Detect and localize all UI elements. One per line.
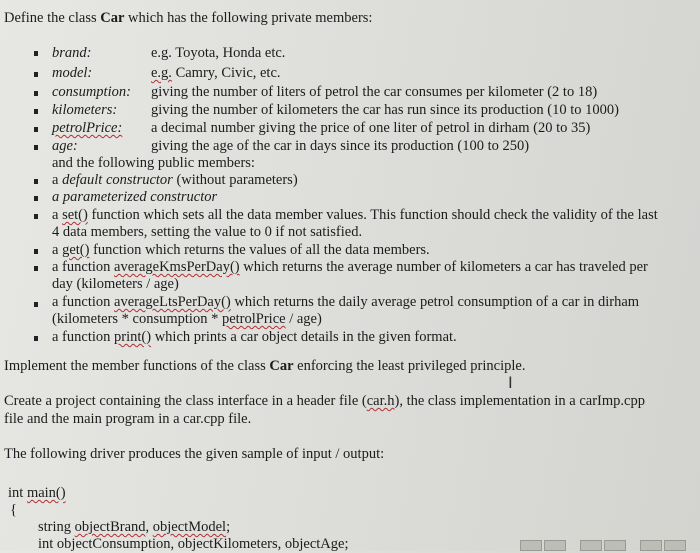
eg-abbrev: e.g. bbox=[151, 65, 172, 81]
fn-main: main() bbox=[26, 485, 66, 501]
bullet-icon bbox=[34, 302, 38, 307]
fn-averageltsperday: averageLtsPerDay() bbox=[114, 294, 231, 310]
implement-paragraph: Implement the member functions of the class Car enforcing the least privileged principle. bbox=[4, 358, 526, 374]
header-file-name: car.h bbox=[366, 393, 395, 409]
public-member-param-ctor: a parameterized constructor bbox=[52, 189, 218, 205]
fn-averagekmsperday: averageKmsPerDay() bbox=[114, 259, 240, 275]
bullet-icon bbox=[34, 145, 38, 150]
public-intro: and the following public members: bbox=[52, 155, 255, 171]
bullet-icon bbox=[34, 91, 38, 96]
intro-suffix: which has the following private members: bbox=[124, 10, 373, 26]
member-name-brand: brand: bbox=[52, 45, 92, 61]
public-member-set: a set() function which sets all the data member values. This function should check the validity of the last bbox=[52, 207, 658, 223]
toolbar-button[interactable] bbox=[640, 540, 662, 551]
member-desc-kilometers: giving the number of kilometers the car has run since its production (10 to 1000) bbox=[151, 102, 619, 118]
driver-text: The following driver produces the given sample of input / output: bbox=[4, 446, 385, 462]
bullet-icon bbox=[34, 336, 38, 341]
toolbar-button[interactable] bbox=[520, 540, 542, 551]
bullet-icon bbox=[34, 109, 38, 114]
fn-set: set() bbox=[62, 207, 88, 223]
public-member-avgkms: a function averageKmsPerDay() which returns the average number of kilometers a car has traveled per bbox=[52, 259, 648, 275]
bullet-icon bbox=[34, 249, 38, 254]
bullet-icon bbox=[34, 214, 38, 219]
bullet-icon bbox=[34, 266, 38, 271]
toolbar-button[interactable] bbox=[544, 540, 566, 551]
bottom-toolbar bbox=[520, 540, 700, 551]
toolbar-button[interactable] bbox=[664, 540, 686, 551]
member-desc-model: e.g. Camry, Civic, etc. bbox=[151, 65, 281, 81]
project-paragraph-line1: Create a project containing the class interface in a header file (car.h), the class implementation in a carImp.cpp bbox=[4, 393, 645, 409]
member-desc-consumption: giving the number of liters of petrol the car consumes per kilometer (2 to 18) bbox=[151, 84, 598, 100]
code-line-strings: string objectBrand, objectModel; bbox=[38, 519, 231, 535]
class-name: Car bbox=[100, 10, 125, 26]
code-line-ints: int objectConsumption, objectKilometers, objectAge; bbox=[38, 536, 349, 552]
public-member-print: a function print() which prints a car object details in the given format. bbox=[52, 329, 457, 345]
member-desc-brand: e.g. Toyota, Honda etc. bbox=[151, 45, 286, 61]
public-member-get: a get() function which returns the values of all the data members. bbox=[52, 242, 430, 258]
member-desc-age: giving the age of the car in days since its production (100 to 250) bbox=[151, 138, 530, 154]
intro-line bbox=[4, 10, 372, 27]
public-member-set-cont: 4 data members, setting the value to 0 if not satisfied. bbox=[52, 224, 363, 240]
bullet-icon bbox=[34, 196, 38, 201]
fn-print: print() bbox=[114, 329, 152, 345]
project-paragraph-line2: file and the main program in a car.cpp file. bbox=[4, 411, 252, 427]
member-name-petrolprice: petrolPrice: bbox=[52, 120, 123, 136]
fn-get: get() bbox=[62, 242, 90, 258]
text-cursor-icon: I bbox=[508, 373, 513, 392]
public-member-avglts: a function averageLtsPerDay() which returns the daily average petrol consumption of a car in dirham bbox=[52, 294, 640, 310]
bullet-icon bbox=[34, 179, 38, 184]
bullet-icon bbox=[34, 127, 38, 132]
member-name-kilometers: kilometers: bbox=[52, 102, 118, 118]
public-member-avglts-cont: (kilometers * consumption * petrolPrice / age) bbox=[52, 311, 322, 327]
code-line-brace: { bbox=[10, 502, 17, 518]
bullet-icon bbox=[34, 51, 38, 56]
public-member-avgkms-cont: day (kilometers / age) bbox=[52, 276, 179, 292]
bullet-icon bbox=[34, 72, 38, 77]
member-desc-petrolprice: a decimal number giving the price of one liter of petrol in dirham (20 to 35) bbox=[151, 120, 591, 136]
member-name-consumption: consumption: bbox=[52, 84, 131, 100]
intro-prefix: Define the class bbox=[4, 10, 101, 26]
public-member-default-ctor: a default constructor (without parameters) bbox=[52, 172, 298, 188]
member-name-age: age: bbox=[52, 138, 78, 154]
code-line-main: int main() bbox=[8, 485, 66, 501]
toolbar-button[interactable] bbox=[604, 540, 626, 551]
toolbar-button[interactable] bbox=[580, 540, 602, 551]
member-name-model: model: bbox=[52, 65, 93, 81]
